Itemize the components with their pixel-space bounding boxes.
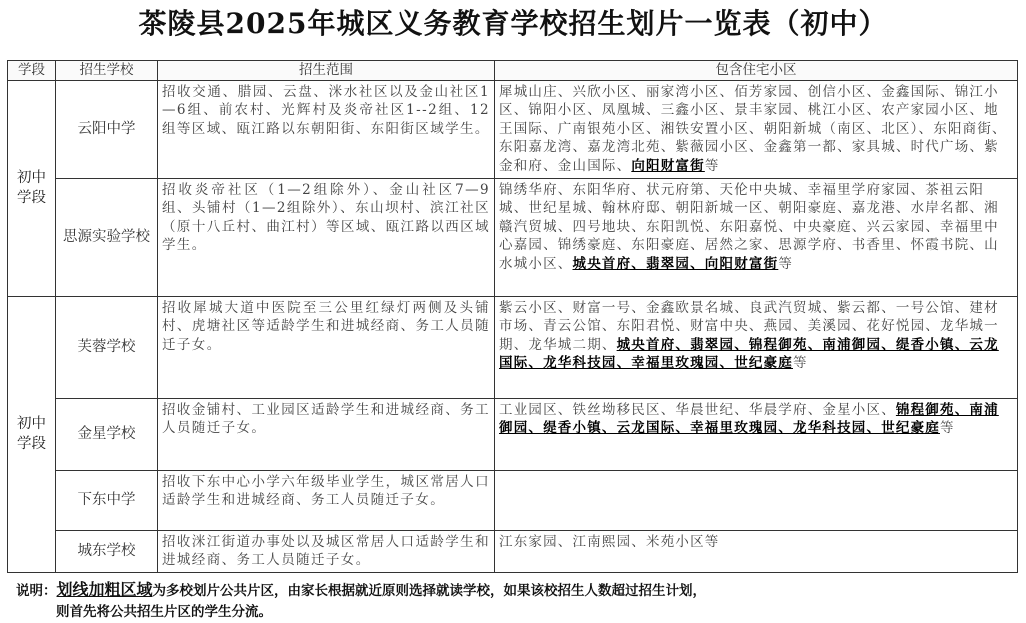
stage-cell: 初中 学段 [8,296,56,572]
shared-area-bold: 锦程御苑、南浦御园、缇香小镇、云龙国际、幸福里玫瑰园、龙华科技园、世纪豪庭 [499,401,999,437]
scope-text: 招收炎帝社区（1—2组除外）、金山社区7—9组、头铺村（1—2组除外）、东山坝村、滨江社区（原十八丘村、曲江村）等区域、瓯江路以西区域学生。 [158,178,495,296]
communities-plain: 犀城山庄、兴欣小区、丽家湾小区、佰芳家园、创信小区、金鑫国际、锦江小区、锦阳小区、凤凰城、三鑫小区、景丰家园、桃江小区、农产家园小区、地王国际、广南银苑小区、湘铁安置小区、朝阳新城（南区、北区）、东阳商街、东阳嘉龙湾、嘉龙湾北苑、紫薇园小区、金鑫第一都、家具城、时代广场、紫金和府、金山国际、 [499,83,1007,174]
page-title: 茶陵县2025年城区义务教育学校招生划片一览表（初中） [138,7,888,40]
communities-plain: 江东家园、江南熙园、米苑小区等 [499,533,720,550]
table-row [8,296,1018,398]
table-row [8,530,1018,572]
footnote-line-1 [16,579,1016,602]
school-name: 金星学校 [56,398,158,470]
stage-cell: 初中 学段 [8,80,56,296]
communities-suffix: 等 [778,255,794,272]
table-header-row [8,61,1018,81]
school-name: 思源实验学校 [56,178,158,296]
footnote-prefix: 说明： [16,583,57,599]
communities-plain: 紫云小区、财富一号、金鑫欧景名城、良武汽贸城、紫云都、一号公馆、建材市场、青云公馆、东阳君悦、财富中央、燕园、美溪园、花好悦园、龙华城一期、龙华城二期、 [499,299,999,353]
header-communities: 包含住宅小区 [495,61,1018,81]
header-stage: 学段 [8,61,56,81]
shared-area-bold: 城央首府、翡翠园、锦程御苑、南浦御园、缇香小镇、云龙国际、龙华科技园、幸福里玫瑰园、世纪豪庭 [499,336,999,372]
scope-text: 招收金铺村、工业园区适龄学生和进城经商、务工人员随迁子女。 [158,398,495,470]
communities-cell [495,296,1018,398]
table-row [8,178,1018,296]
scope-text: 招收交通、腊园、云盘、洣水社区以及金山社区1—6组、前农村、光辉村及炎帝社区1--2组、12组等区域、瓯江路以东朝阳街、东阳街区域学生。 [158,80,495,178]
enrollment-table [7,60,1018,573]
communities-cell [495,530,1018,572]
scope-text: 招收洣江街道办事处以及城区常居人口适龄学生和进城经商、务工人员随迁子女。 [158,530,495,572]
communities-cell [495,398,1018,470]
communities-cell [495,80,1018,178]
shared-area-bold: 城央首府、翡翠园、向阳财富街 [572,255,779,272]
footnote [16,579,1016,623]
school-name: 城东学校 [56,530,158,572]
header-scope: 招生范围 [158,61,495,81]
school-name: 云阳中学 [56,80,158,178]
footnote-marked-term: 划线加粗区域 [56,580,153,599]
communities-cell [495,178,1018,296]
communities-plain: 工业园区、铁丝坳移民区、华晨世纪、华晨学府、金星小区、 [499,401,896,418]
table-row [8,398,1018,470]
communities-suffix: 等 [793,355,808,372]
header-school: 招生学校 [56,61,158,81]
table-row [8,470,1018,530]
table-row [8,80,1018,178]
school-name: 芙蓉学校 [56,296,158,398]
scope-text: 招收犀城大道中医院至三公里红绿灯两侧及头铺村、虎塘社区等适龄学生和进城经商、务工人员随迁子女。 [158,296,495,398]
communities-cell [495,470,1018,530]
communities-suffix: 等 [940,420,955,437]
school-name: 下东中学 [56,470,158,530]
footnote-line-2: 则首先将公共招生片区的学生分流。 [56,604,272,620]
scope-text: 招收下东中心小学六年级毕业学生，城区常居人口适龄学生和进城经商、务工人员随迁子女。 [158,470,495,530]
footnote-text-1: 为多校划片公共片区，由家长根据就近原则选择就读学校，如果该校招生人数超过招生计划， [152,583,707,599]
communities-plain: 锦绣华府、东阳华府、状元府第、天伦中央城、幸福里学府家园、茶祖云阳城、世纪星城、翰林府邸、朝阳新城一区、朝阳豪庭、嘉龙港、水岸名都、湘赣汽贸城、四号地块、东阳凯悦、东阳嘉悦、中央豪庭、兴云家园、幸福里中心嘉园、锦绣豪庭、东阳豪庭、居然之家、思源学府、书香里、怀霞书院、山水城小区、 [499,181,999,272]
communities-suffix: 等 [704,157,720,174]
shared-area-bold: 向阳财富街 [631,157,705,174]
